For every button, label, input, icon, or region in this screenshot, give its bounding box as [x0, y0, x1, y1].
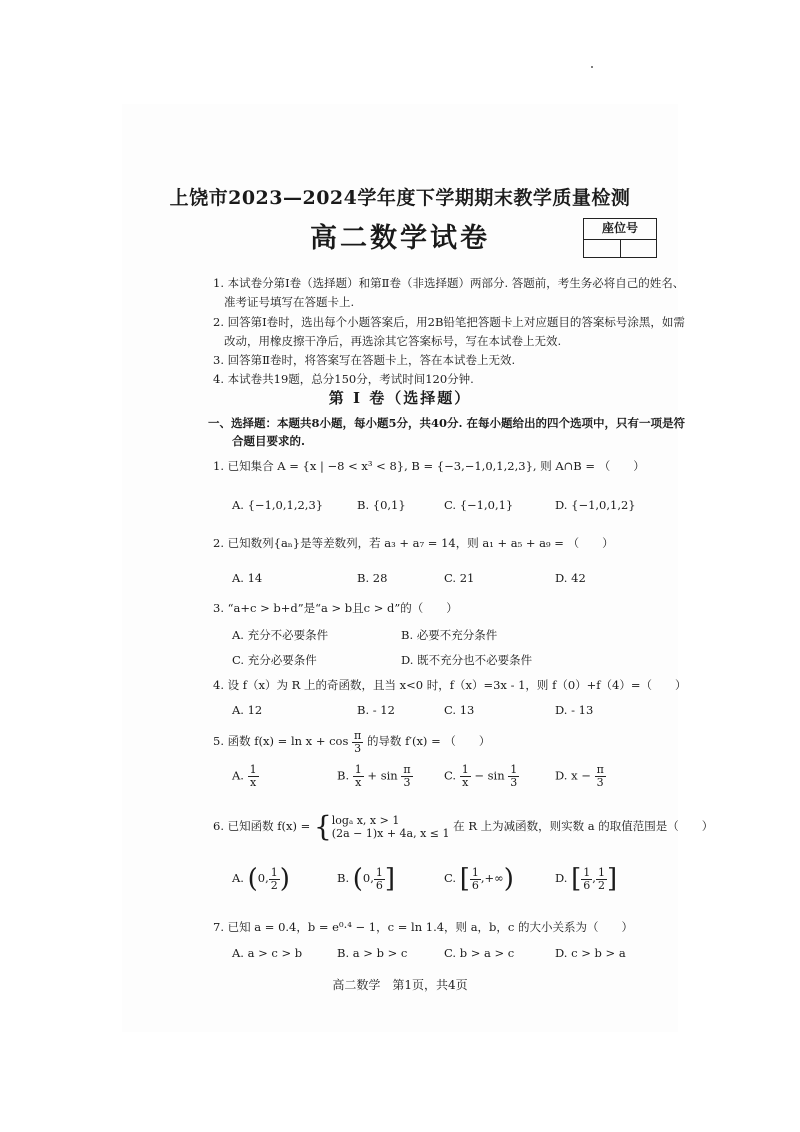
option-fraction [248, 764, 259, 789]
question-1-stem: 1. 已知集合 A = {x | −8 < x³ < 8}, B = {−3,−1,0,1,2,3}, 则 A∩B = （ ） [213, 459, 645, 473]
fraction-numerator: π [596, 763, 604, 776]
fraction-denominator: x [355, 776, 362, 789]
question-4-option-d: D. - 13 [555, 703, 594, 717]
question-7-option-c: C. b > a > c [444, 946, 515, 960]
open-bracket: [ [571, 864, 582, 894]
page-footer: 高二数学 第1页，共4页 [332, 978, 468, 992]
question-3-option-b: B. 必要不充分条件 [401, 628, 498, 642]
exam-subject-title: 高二数学试卷 [310, 223, 490, 254]
seat-number-label: 座位号 [584, 219, 656, 240]
close-bracket: ] [384, 864, 396, 894]
question-5-stem-post: 的导数 f′(x) = （ ） [366, 734, 491, 748]
piecewise-case: logₐ x, x > 1 [331, 814, 400, 827]
fraction-numerator: 1 [597, 865, 605, 879]
question-5-option-a [232, 764, 259, 789]
question-2-option-b: B. 28 [357, 571, 388, 585]
option-label: B. [337, 871, 350, 885]
option-fraction [401, 764, 412, 789]
instruction-line: 准考证号填写在答题卡上. [224, 295, 355, 309]
instruction-line: 2. 回答第Ⅰ卷时，选出每个小题答案后，用2B铅笔把答题卡上对应题目的答案标号涂黑，如需 [213, 315, 685, 329]
fraction-numerator: π [354, 728, 362, 742]
fraction-numerator: 1 [375, 865, 383, 879]
fraction-denominator: 3 [596, 776, 604, 789]
scan-speck [591, 66, 593, 68]
fraction-numerator: 1 [510, 763, 518, 776]
close-paren: ) [279, 864, 290, 894]
option-label: D. [555, 768, 568, 783]
question-6-option-c: C. [ $\frac{1}{6}$ ,+∞) [444, 864, 514, 894]
fraction-denominator: 3 [403, 776, 411, 789]
close-bracket: ] [606, 864, 618, 894]
fraction-numerator: 1 [471, 865, 479, 879]
interval-lower: 0 [257, 871, 266, 885]
seat-number-box [583, 218, 657, 258]
question-7-option-a: A. a > c > b [232, 946, 303, 960]
exam-header-title: 上饶市2023—2024学年度下学期期末教学质量检测 [169, 187, 631, 209]
question-3-option-c: C. 充分必要条件 [232, 653, 317, 667]
fraction-denominator: 6 [471, 878, 479, 892]
option-label: C. [444, 768, 457, 783]
section-intro: 一、选择题：本题共8小题，每小题5分，共40分. 在每小题给出的四个选项中，只有一项是符 [208, 416, 686, 430]
question-1-option-a: A. {−1,0,1,2,3} [232, 498, 324, 512]
option-expression: x − [571, 768, 591, 783]
question-7-stem: 7. 已知 a = 0.4，b = e⁰·⁴ − 1，c = ln 1.4，则 a，b，c 的大小关系为（ ） [213, 920, 634, 934]
fraction-denominator: 2 [270, 878, 278, 892]
option-fraction [460, 764, 471, 789]
question-2-option-c: C. 21 [444, 571, 475, 585]
open-bracket: [ [459, 864, 470, 894]
fraction-numerator: 1 [354, 763, 362, 776]
close-paren: ) [503, 864, 514, 894]
option-label: A. [232, 768, 244, 783]
option-label: C. [444, 871, 457, 885]
interval-lower: 0 [362, 871, 371, 885]
option-label: A. [232, 871, 244, 885]
section-intro: 合题目要求的. [232, 434, 306, 448]
question-4-stem: 4. 设 f（x）为 R 上的奇函数，且当 x<0 时，f（x）=3x - 1，则 f（0）+f（4）=（ ） [213, 678, 687, 692]
option-fraction [596, 867, 607, 892]
fraction-numerator: 1 [270, 865, 278, 879]
option-fraction [581, 867, 592, 892]
question-4-option-c: C. 13 [444, 703, 475, 717]
question-5-option-b [337, 764, 413, 789]
question-6-stem [213, 811, 713, 841]
piecewise-case: (2a − 1)x + 4a, x ≤ 1 [331, 827, 450, 840]
question-1-option-b: B. {0,1} [357, 498, 406, 512]
fraction-denominator: x [250, 776, 257, 789]
pi-over-3-fraction [352, 730, 363, 755]
question-2-option-d: D. 42 [555, 571, 586, 585]
question-6-option-d: D. [ $\frac{1}{6}$ , $\frac{1}{2}$ ] [555, 864, 618, 894]
instruction-line: 4. 本试卷共19题，总分150分，考试时间120分钟. [213, 372, 474, 386]
instruction-line: 改动，用橡皮擦干净后，再选涂其它答案标号，写在本试卷上无效. [224, 334, 562, 348]
fraction-numerator: 1 [249, 763, 257, 776]
question-7-option-d: D. c > b > a [555, 946, 626, 960]
question-1-option-d: D. {−1,0,1,2} [555, 498, 636, 512]
interval-upper: +∞ [484, 871, 504, 885]
option-label: B. [337, 768, 350, 783]
question-5-option-c [444, 764, 519, 789]
open-paren: ( [247, 864, 258, 894]
fraction-denominator: 2 [597, 878, 605, 892]
option-operator: + sin [367, 768, 398, 783]
question-4-option-a: A. 12 [232, 703, 263, 717]
fraction-denominator: x [462, 776, 469, 789]
question-1-option-c: C. {−1,0,1} [444, 498, 514, 512]
question-2-stem: 2. 已知数列{aₙ}是等差数列，若 a₃ + a₇ = 14，则 a₁ + a₅ + a₉ = （ ） [213, 536, 614, 550]
question-3-option-a: A. 充分不必要条件 [232, 628, 329, 642]
fraction-denominator: 3 [510, 776, 518, 789]
option-fraction [595, 764, 606, 789]
fraction-numerator: π [403, 763, 411, 776]
question-2-option-a: A. 14 [232, 571, 263, 585]
fraction-denominator: 6 [375, 878, 383, 892]
question-3-stem: 3. “a+c > b+d”是“a > b且c > d”的（ ） [213, 601, 458, 615]
option-fraction [470, 867, 481, 892]
fraction-denominator: 3 [354, 741, 362, 755]
fraction-denominator: 6 [583, 878, 591, 892]
question-4-option-b: B. - 12 [357, 703, 395, 717]
option-fraction [508, 764, 519, 789]
piecewise-brace: { [313, 810, 332, 843]
fraction-numerator: 1 [583, 865, 591, 879]
question-7-option-b: B. a > b > c [337, 946, 408, 960]
question-5-stem [213, 727, 490, 755]
fraction-numerator: 1 [461, 763, 469, 776]
question-6-stem-pre: 6. 已知函数 f(x) = [213, 819, 311, 833]
seat-box-divider [620, 239, 621, 257]
option-operator: − sin [474, 768, 505, 783]
option-label: D. [555, 871, 568, 885]
instruction-line: 1. 本试卷分第Ⅰ卷（选择题）和第Ⅱ卷（非选择题）两部分. 答题前，考生务必将自己的姓名、 [213, 276, 685, 290]
question-3-option-d: D. 既不充分也不必要条件 [401, 653, 533, 667]
question-6-option-a: A. (0, $\frac{1}{2}$ ) [232, 864, 290, 894]
option-fraction [374, 867, 385, 892]
section-title: 第 Ⅰ 卷（选择题） [328, 389, 472, 407]
option-fraction [353, 764, 364, 789]
instruction-line: 3. 回答第Ⅱ卷时，将答案写在答题卡上，答在本试卷上无效. [213, 353, 516, 367]
option-fraction [269, 867, 280, 892]
piecewise-cases [332, 814, 450, 840]
question-5-stem-pre: 5. 函数 f(x) = ln x + cos [213, 734, 349, 748]
question-6-stem-post: 在 R 上为减函数，则实数 a 的取值范围是（ ） [453, 819, 714, 833]
open-paren: ( [352, 864, 363, 894]
question-6-option-b: B. (0, $\frac{1}{6}$ ] [337, 864, 396, 894]
question-5-option-d [555, 764, 606, 789]
